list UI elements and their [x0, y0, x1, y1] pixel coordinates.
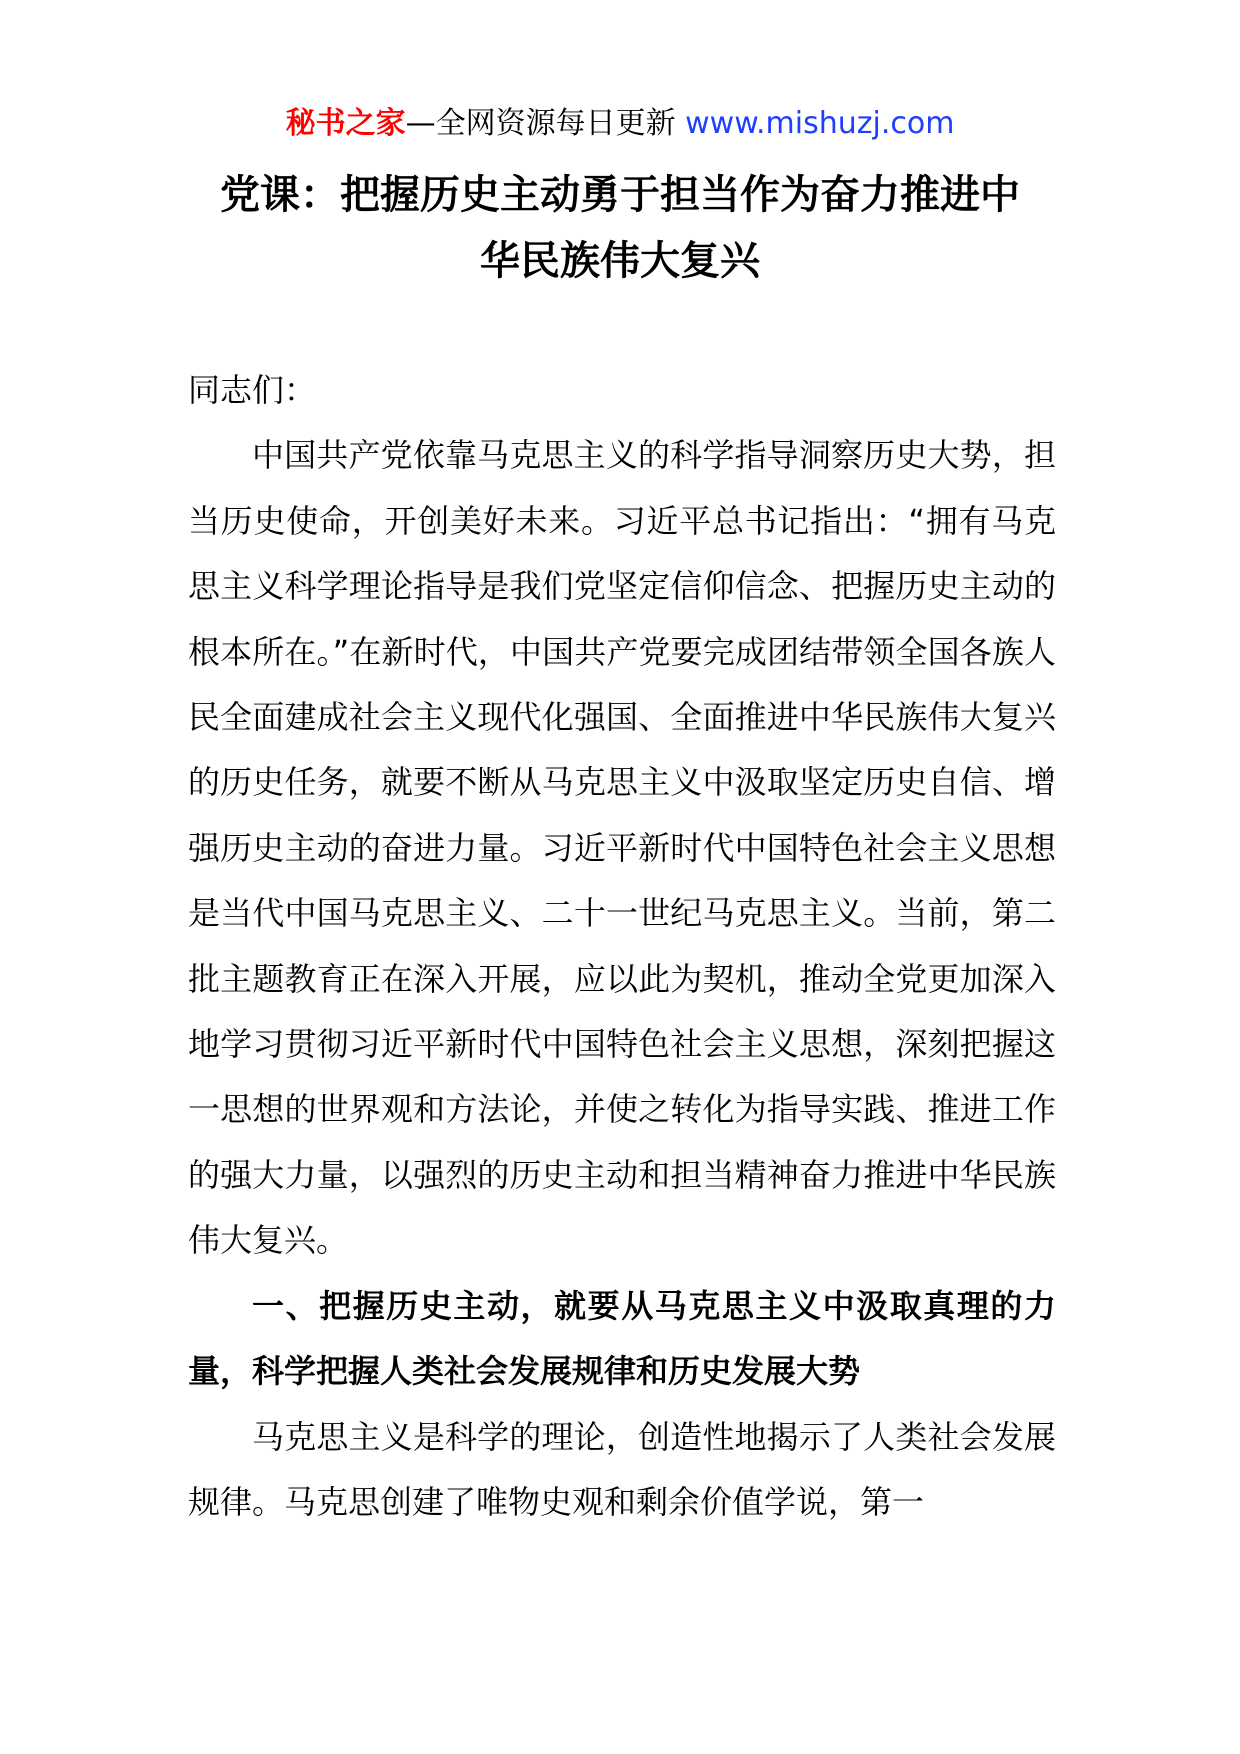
paragraph-intro: 中国共产党依靠马克思主义的科学指导洞察历史大势，担当历史使命，开创美好未来。习近平总书记指出：“拥有马克思主义科学理论指导是我们党坚定信仰信念、把握历史主动的根本所在。”在新时代，中国共产党要完成团结带领全国各族人民全面建成社会主义现代化强国、全面推进中华民族伟大复兴的历史任务，就要不断从马克思主义中汲取坚定历史自信、增强历史主动的奋进力量。习近平新时代中国特色社会主义思想是当代中国马克思主义、二十一世纪马克思主义。当前，第二批主题教育正在深入开展，应以此为契机，推动全党更加深入地学习贯彻习近平新时代中国特色社会主义思想，深刻把握这一思想的世界观和方法论，并使之转化为指导实践、推进工作的强大力量，以强烈的历史主动和担当精神奋力推进中华民族伟大复兴。: [188, 436, 1056, 1260]
site-name: 秘书之家: [285, 106, 406, 141]
greeting: 同志们：: [188, 371, 317, 409]
paragraph-section-1: 马克思主义是科学的理论，创造性地揭示了人类社会发展规律。马克思创建了唯物史观和剩余价值学说，第一: [188, 1417, 1056, 1521]
document-title: [170, 162, 1070, 294]
section-heading-1: 一、把握历史主动，就要从马克思主义中汲取真理的力量，科学把握人类社会发展规律和历史发展大势: [188, 1286, 1056, 1391]
title-line-1: 党课：把握历史主动勇于担当作为奋力推进中: [220, 172, 1020, 218]
title-line-2: 华民族伟大复兴: [480, 238, 760, 284]
site-slogan: —全网资源每日更新: [405, 106, 686, 141]
document-body: [188, 358, 1056, 1535]
site-url-link[interactable]: www.mishuzj.com: [685, 106, 955, 141]
site-banner: [0, 100, 1240, 148]
